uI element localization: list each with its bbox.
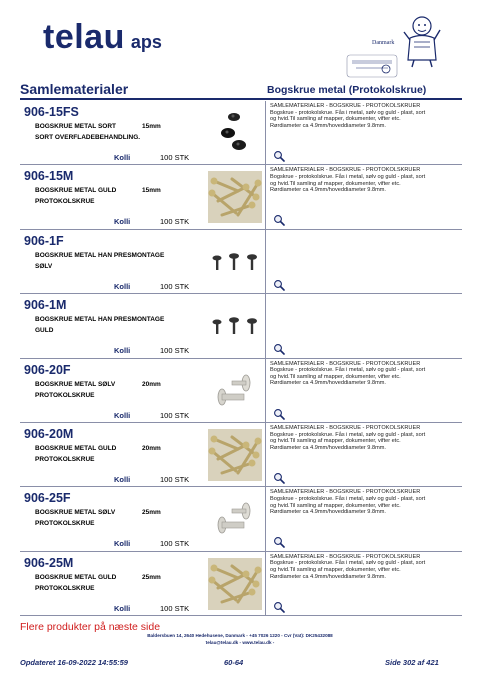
unit-label: Kolli bbox=[114, 346, 131, 356]
product-description bbox=[270, 361, 460, 387]
page-subtitle: Bogskrue metal (Protokolskrue) bbox=[267, 84, 427, 96]
unit-label: Kolli bbox=[114, 539, 131, 549]
description-line2: og hvid.Til samling af mapper, dokumenter, vifter etc. bbox=[270, 438, 401, 445]
product-name-line2: SORT OVERFLADEBEHANDLING. bbox=[35, 134, 141, 141]
description-line3: Rørdiameter ca 4.9mm/hoveddiameter 9.8mm. bbox=[270, 187, 386, 194]
product-card bbox=[20, 294, 462, 358]
more-products-link[interactable]: Flere produkter på næste side bbox=[20, 621, 161, 633]
product-name-line1: BOGSKRUE METAL SORT bbox=[35, 123, 117, 130]
product-description bbox=[270, 425, 460, 451]
description-heading: SAMLEMATERIALER - BOGSKRUE - PROTOKOLSKRUER bbox=[270, 489, 421, 496]
mascot-icon bbox=[402, 14, 442, 68]
product-name-line1: BOGSKRUE METAL GULD bbox=[35, 444, 117, 452]
product-description bbox=[270, 167, 460, 193]
product-code[interactable]: 906-25M bbox=[24, 555, 74, 570]
description-line2: og hvid.Til samling af mapper, dokumenter, vifter etc. bbox=[270, 180, 401, 187]
product-info bbox=[20, 359, 266, 422]
product-size: 15mm bbox=[142, 187, 161, 195]
product-description bbox=[270, 103, 460, 129]
description-line3: Rørdiameter ca 4.9mm/hoveddiameter 9.8mm. bbox=[270, 509, 386, 516]
unit-label: Kolli bbox=[114, 217, 131, 227]
product-size: 25mm bbox=[142, 509, 161, 517]
product-card bbox=[20, 165, 462, 229]
description-heading: SAMLEMATERIALER - BOGSKRUE - PROTOKOLSKRUER bbox=[270, 553, 421, 560]
product-info bbox=[20, 165, 266, 228]
title-divider bbox=[20, 98, 462, 100]
description-line3: Rørdiameter ca 4.9mm/hoveddiameter 9.8mm. bbox=[270, 573, 386, 580]
company-address: Baldersbuen 14, 2640 Hedehusene, Danmark - +45 7026 1220 - Cvr (Vat): DK25432088 bbox=[147, 633, 333, 638]
product-info bbox=[20, 552, 266, 615]
product-name-line1: BOGSKRUE METAL SØLV bbox=[35, 509, 116, 517]
product-image[interactable] bbox=[208, 365, 262, 417]
page-number: Side 302 af 421 bbox=[385, 658, 439, 667]
product-name-line1: BOGSKRUE METAL HAN PRESMONTAGE bbox=[35, 251, 165, 259]
product-image[interactable] bbox=[208, 429, 262, 481]
product-card bbox=[20, 552, 462, 616]
product-name-line2: PROTOKOLSKRUE bbox=[35, 198, 95, 206]
description-line2: og hvid.Til samling af mapper, dokumenter, vifter etc. bbox=[270, 373, 401, 380]
description-heading: SAMLEMATERIALER - BOGSKRUE - PROTOKOLSKRUER bbox=[270, 167, 421, 174]
product-name-line1: BOGSKRUE METAL GULD bbox=[35, 573, 117, 581]
product-quantity: 100 STK bbox=[160, 474, 190, 484]
seal-logo-icon bbox=[346, 54, 398, 78]
description-heading: SAMLEMATERIALER - BOGSKRUE - PROTOKOLSKRUER bbox=[270, 424, 421, 431]
description-line3: Rørdiameter ca 4.9mm/hoveddiameter 9.8mm. bbox=[270, 380, 386, 387]
product-quantity: 100 STK bbox=[160, 539, 190, 549]
unit-label: Kolli bbox=[114, 603, 131, 613]
product-quantity: 100 STK bbox=[160, 346, 190, 356]
product-quantity: 100 STK bbox=[160, 217, 190, 227]
product-code[interactable]: 906-20F bbox=[24, 362, 71, 377]
product-description bbox=[270, 489, 460, 515]
product-image[interactable] bbox=[208, 107, 262, 159]
product-quantity: 100 STK bbox=[160, 281, 190, 291]
product-card bbox=[20, 101, 462, 165]
product-name-line1: BOGSKRUE METAL GULD bbox=[35, 187, 117, 195]
product-code[interactable]: 906-1F bbox=[24, 233, 64, 248]
zoom-icon[interactable] bbox=[273, 472, 285, 484]
zoom-icon[interactable] bbox=[273, 343, 285, 355]
description-line3: Rørdiameter ca 4.9mm/hoveddiameter 9.8mm. bbox=[270, 444, 386, 451]
product-info bbox=[20, 423, 266, 486]
unit-label: Kolli bbox=[114, 153, 131, 162]
product-code[interactable]: 906-1M bbox=[24, 298, 67, 313]
unit-label: Kolli bbox=[114, 281, 131, 291]
page-range: 60-64 bbox=[224, 658, 244, 667]
brand-name: telau bbox=[43, 18, 125, 56]
product-code[interactable]: 906-15M bbox=[24, 169, 74, 184]
product-size: 20mm bbox=[142, 380, 161, 388]
product-quantity: 100 STK bbox=[160, 153, 190, 162]
product-size: 25mm bbox=[142, 573, 161, 581]
product-image[interactable] bbox=[208, 300, 262, 352]
product-name-line1: BOGSKRUE METAL HAN PRESMONTAGE bbox=[35, 316, 165, 324]
product-image[interactable] bbox=[208, 171, 262, 223]
product-name-line2: SØLV bbox=[35, 262, 53, 270]
product-size: 20mm bbox=[142, 444, 161, 452]
product-card bbox=[20, 423, 462, 487]
brand-suffix: aps bbox=[130, 32, 162, 52]
description-line1: Bogskrue - protokolskrue. Fås i metal, sølv og guld - plast, sort bbox=[270, 560, 426, 567]
description-heading: SAMLEMATERIALER - BOGSKRUE - PROTOKOLSKRUER bbox=[270, 360, 421, 367]
zoom-icon[interactable] bbox=[273, 536, 285, 548]
product-card bbox=[20, 487, 462, 551]
product-info bbox=[20, 230, 266, 293]
zoom-icon[interactable] bbox=[273, 601, 285, 613]
zoom-icon[interactable] bbox=[273, 279, 285, 291]
company-contact: telau@telau.dk - www.telau.dk - bbox=[205, 640, 275, 645]
unit-label: Kolli bbox=[114, 410, 131, 420]
product-info bbox=[20, 101, 266, 164]
description-line1: Bogskrue - protokolskrue. Fås i metal, sølv og guld - plast, sort bbox=[270, 367, 426, 374]
product-name-line2: PROTOKOLSKRUE bbox=[35, 455, 95, 463]
product-code[interactable]: 906-15FS bbox=[24, 105, 79, 119]
product-name-line2: PROTOKOLSKRUE bbox=[35, 584, 95, 592]
product-image[interactable] bbox=[208, 558, 262, 610]
product-image[interactable] bbox=[208, 493, 262, 545]
product-info bbox=[20, 294, 266, 357]
product-quantity: 100 STK bbox=[160, 603, 190, 613]
unit-label: Kolli bbox=[114, 474, 131, 484]
description-line2: og hvid.Til samling af mapper, dokumenter, vifter etc. bbox=[270, 116, 401, 123]
brand-logo[interactable] bbox=[43, 18, 162, 57]
country-label: Danmark bbox=[372, 40, 395, 46]
product-size: 15mm bbox=[142, 123, 161, 130]
product-list bbox=[20, 101, 462, 616]
zoom-icon[interactable] bbox=[273, 408, 285, 420]
description-line1: Bogskrue - protokolskrue. Fås i metal, sølv og guld - plast, sort bbox=[270, 431, 426, 438]
product-name-line2: PROTOKOLSKRUE bbox=[35, 391, 95, 399]
description-line1: Bogskrue - protokolskrue. Fås i metal, sølv og guld - plast, sort bbox=[270, 495, 426, 502]
product-name-line2: GULD bbox=[35, 327, 54, 335]
product-code[interactable]: 906-25F bbox=[24, 491, 71, 506]
description-line2: og hvid.Til samling af mapper, dokumenter, vifter etc. bbox=[270, 566, 401, 573]
description-line1: Bogskrue - protokolskrue. Fås i metal, sølv og guld - plast, sort bbox=[270, 173, 426, 180]
product-quantity: 100 STK bbox=[160, 410, 190, 420]
product-card bbox=[20, 359, 462, 423]
description-heading: SAMLEMATERIALER - BOGSKRUE - PROTOKOLSKRUER bbox=[270, 103, 421, 109]
product-name-line2: PROTOKOLSKRUE bbox=[35, 520, 95, 528]
product-name-line1: BOGSKRUE METAL SØLV bbox=[35, 380, 116, 388]
page-title: Samlematerialer bbox=[20, 81, 129, 97]
description-line1: Bogskrue - protokolskrue. Fås i metal, sølv og guld - plast, sort bbox=[270, 109, 426, 116]
product-description bbox=[270, 554, 460, 580]
product-image[interactable] bbox=[208, 236, 262, 288]
zoom-icon[interactable] bbox=[273, 150, 285, 162]
description-line3: Rørdiameter ca 4.9mm/hoveddiameter 9.8mm. bbox=[270, 122, 386, 129]
zoom-icon[interactable] bbox=[273, 214, 285, 226]
product-card bbox=[20, 230, 462, 294]
description-line2: og hvid.Til samling af mapper, dokumenter, vifter etc. bbox=[270, 502, 401, 509]
updated-timestamp: Opdateret 16-09-2022 14:55:59 bbox=[20, 658, 128, 667]
product-code[interactable]: 906-20M bbox=[24, 426, 74, 441]
product-info bbox=[20, 487, 266, 550]
